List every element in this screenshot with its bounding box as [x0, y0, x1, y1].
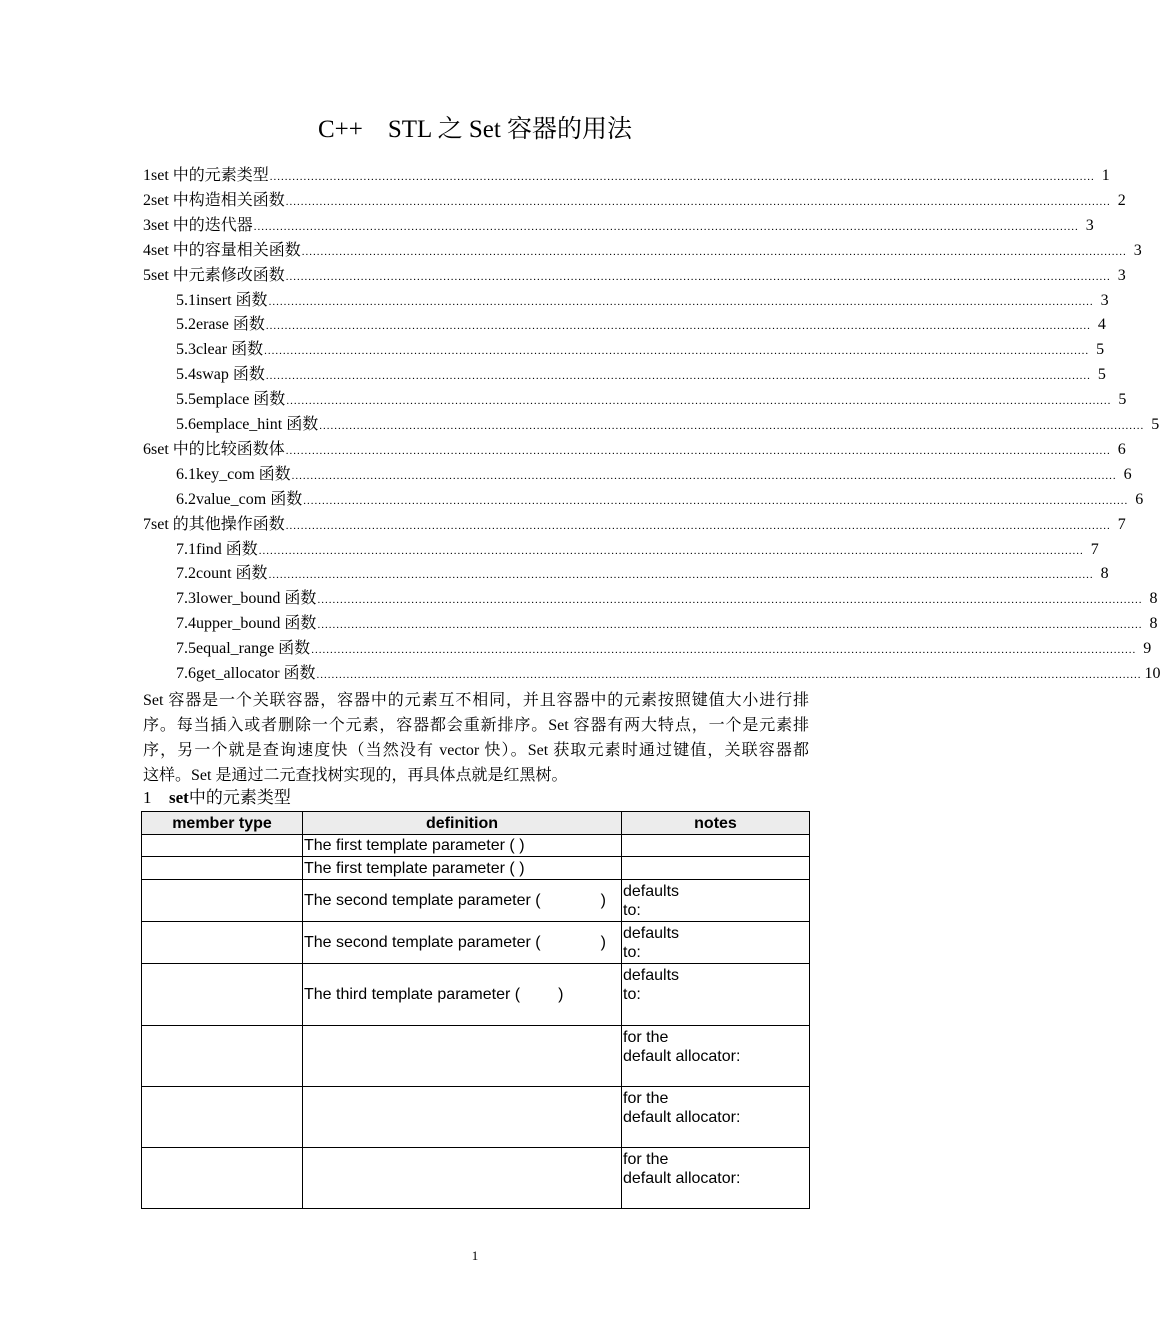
toc-number: 6.1 — [176, 465, 196, 483]
notes-cell — [622, 922, 810, 964]
toc-page-number: 4 — [1097, 316, 1106, 334]
toc-page-number: 3 — [1117, 266, 1126, 284]
toc-leader-dots: ............................................................................................................................................................................................................................ — [269, 171, 1095, 183]
intro-paragraph — [143, 688, 809, 788]
toc-leader-dots: ............................................................................................................................................................................................................................ — [285, 195, 1111, 208]
table-row — [142, 1087, 810, 1148]
table-row — [142, 1148, 810, 1209]
notes-cell — [622, 964, 810, 1026]
toc-page-number: 8 — [1149, 615, 1158, 633]
header-definition: definition — [303, 812, 622, 835]
toc-page-number: 5 — [1096, 341, 1105, 359]
toc-page-number: 5 — [1118, 391, 1127, 409]
toc-number: 5.1 — [176, 291, 196, 309]
notes-line: defaults — [623, 882, 680, 900]
toc-entry[interactable] — [143, 214, 1094, 238]
section-heading — [143, 786, 291, 810]
toc-leader-dots: ............................................................................................................................................................................................................................ — [316, 669, 1142, 681]
toc-text: set 中元素修改函数 — [151, 266, 285, 284]
toc-number: 5 — [143, 266, 151, 284]
definition-cell — [303, 1087, 622, 1148]
notes-line: default allocator: — [623, 1109, 741, 1126]
notes-cell — [622, 1026, 810, 1087]
definition-close: ) — [558, 986, 564, 1003]
toc-entry[interactable] — [143, 438, 1126, 462]
toc-leader-dots: ............................................................................................................................................................................................................................ — [285, 444, 1111, 457]
toc-page-number: 7 — [1117, 515, 1126, 533]
member-cell — [142, 922, 303, 964]
intro-line: 序。每当插入或者删除一个元素，容器都会重新排序。Set 容器有两大特点，一个是元素排 — [143, 717, 809, 734]
toc-leader-dots: ............................................................................................................................................................................................................................ — [319, 420, 1145, 432]
toc-text: set 中的元素类型 — [151, 167, 269, 184]
toc-number: 7.3 — [176, 590, 196, 608]
toc-text: set 中的容量相关函数 — [151, 241, 301, 259]
notes-cell — [622, 835, 810, 857]
toc-entry[interactable] — [176, 413, 1160, 437]
definition-text: The second template parameter ( — [304, 934, 541, 951]
toc-leader-dots: ............................................................................................................................................................................................................................ — [265, 370, 1091, 383]
toc-number: 7.4 — [176, 615, 196, 633]
member-type-table — [141, 811, 810, 1209]
toc-entry[interactable] — [176, 637, 1152, 661]
toc-number: 7.6 — [176, 665, 196, 682]
toc-leader-dots: ............................................................................................................................................................................................................................ — [291, 469, 1117, 482]
toc-number: 1 — [143, 167, 151, 184]
member-cell — [142, 964, 303, 1026]
toc-leader-dots: ............................................................................................................................................................................................................................ — [301, 245, 1127, 258]
definition-cell — [303, 1148, 622, 1209]
toc-leader-dots: ............................................................................................................................................................................................................................ — [317, 594, 1143, 607]
table-row — [142, 922, 810, 964]
notes-line: to: — [623, 943, 641, 961]
definition-close: ) — [600, 934, 606, 951]
table-row — [142, 880, 810, 922]
toc-text: key_com 函数 — [196, 465, 291, 483]
toc-leader-dots: ............................................................................................................................................................................................................................ — [268, 295, 1094, 308]
toc-number: 5.4 — [176, 366, 196, 384]
table-row — [142, 857, 810, 880]
toc-text: equal_range 函数 — [196, 640, 311, 658]
toc-entry[interactable] — [176, 488, 1144, 512]
notes-line: defaults — [623, 967, 680, 984]
toc-text: erase 函数 — [196, 316, 265, 334]
toc-text: set 中的迭代器 — [151, 216, 253, 234]
toc-page-number: 2 — [1117, 191, 1126, 209]
member-cell — [142, 1087, 303, 1148]
toc-text: swap 函数 — [196, 366, 265, 384]
toc-number: 5.3 — [176, 341, 196, 359]
notes-cell — [622, 1087, 810, 1148]
toc-entry[interactable] — [143, 164, 1110, 188]
toc-text: emplace_hint 函数 — [196, 416, 319, 433]
toc-entry[interactable] — [143, 264, 1126, 288]
toc-number: 6 — [143, 440, 151, 458]
definition-cell — [303, 1026, 622, 1087]
table-row — [142, 1026, 810, 1087]
definition-cell — [303, 964, 622, 1026]
toc-entry[interactable] — [176, 612, 1158, 636]
toc-number: 7.5 — [176, 640, 196, 658]
section-number: 1 — [143, 788, 152, 807]
definition-cell: The first template parameter ( ) — [303, 857, 622, 880]
notes-cell — [622, 1148, 810, 1209]
toc-leader-dots: ............................................................................................................................................................................................................................ — [311, 644, 1137, 657]
toc-leader-dots: ............................................................................................................................................................................................................................ — [286, 395, 1112, 408]
toc-page-number: 6 — [1135, 490, 1144, 508]
toc-leader-dots: ............................................................................................................................................................................................................................ — [317, 619, 1143, 632]
notes-cell — [622, 857, 810, 880]
definition-cell: The first template parameter ( ) — [303, 835, 622, 857]
toc-page-number: 7 — [1090, 540, 1099, 558]
toc-leader-dots: ............................................................................................................................................................................................................................ — [285, 270, 1111, 283]
toc-page-number: 5 — [1151, 416, 1160, 433]
toc-leader-dots: ............................................................................................................................................................................................................................ — [303, 494, 1129, 507]
member-cell — [142, 1148, 303, 1209]
toc-page-number: 9 — [1143, 640, 1152, 658]
notes-line: for the — [623, 1029, 669, 1046]
toc-number: 6.2 — [176, 490, 196, 508]
toc-number: 7 — [143, 515, 151, 533]
notes-line: to: — [623, 901, 641, 919]
toc-entry[interactable] — [143, 239, 1142, 263]
notes-line: for the — [623, 1151, 669, 1168]
intro-line: 这样。Set 是通过二元查找树实现的，再具体点就是红黑树。 — [143, 767, 568, 784]
table-header-row — [142, 812, 810, 835]
toc-entry[interactable] — [176, 662, 1161, 686]
member-cell — [142, 857, 303, 880]
toc-text: insert 函数 — [196, 291, 268, 309]
toc-number: 2 — [143, 191, 151, 209]
toc-text: find 函数 — [196, 540, 258, 558]
toc-page-number: 3 — [1133, 241, 1142, 259]
toc-leader-dots: ............................................................................................................................................................................................................................ — [265, 320, 1091, 333]
toc-text: get_allocator 函数 — [196, 665, 316, 682]
toc-leader-dots: ............................................................................................................................................................................................................................ — [268, 569, 1094, 582]
toc-page-number: 1 — [1101, 167, 1110, 184]
toc-text: clear 函数 — [196, 341, 264, 359]
toc-entry[interactable] — [176, 587, 1158, 611]
notes-line: to: — [623, 986, 641, 1003]
definition-close: ) — [600, 892, 606, 909]
table-row — [142, 964, 810, 1026]
intro-line: Set 容器是一个关联容器，容器中的元素互不相同，并且容器中的元素按照键值大小进行排 — [143, 692, 809, 709]
toc-entry[interactable] — [176, 388, 1127, 412]
notes-line: default allocator: — [623, 1170, 741, 1187]
definition-cell — [303, 922, 622, 964]
toc-leader-dots: ............................................................................................................................................................................................................................ — [285, 519, 1111, 532]
toc-number: 4 — [143, 241, 151, 259]
table-row — [142, 835, 810, 857]
toc-entry[interactable] — [176, 538, 1099, 562]
toc-page-number: 8 — [1149, 590, 1158, 608]
toc-number: 7.2 — [176, 565, 196, 583]
toc-number: 5.5 — [176, 391, 196, 409]
section-title: 中的元素类型 — [188, 788, 291, 807]
header-member-type: member type — [142, 812, 303, 835]
definition-text: The second template parameter ( — [304, 892, 541, 909]
toc-leader-dots: ............................................................................................................................................................................................................................ — [264, 345, 1090, 358]
toc-page-number: 8 — [1100, 565, 1109, 583]
toc-entry[interactable] — [176, 463, 1132, 487]
toc-number: 5.6 — [176, 416, 196, 433]
header-notes: notes — [622, 812, 810, 835]
notes-cell — [622, 880, 810, 922]
toc-entry[interactable] — [176, 562, 1109, 586]
toc-text: set 的其他操作函数 — [151, 515, 285, 533]
toc-number: 3 — [143, 216, 151, 234]
toc-number: 7.1 — [176, 540, 196, 558]
notes-line: default allocator: — [623, 1048, 741, 1065]
page-number: 1 — [471, 1248, 479, 1263]
notes-line: defaults — [623, 924, 680, 942]
toc-page-number: 6 — [1123, 465, 1132, 483]
toc-page-number: 3 — [1100, 291, 1109, 309]
toc-leader-dots: ............................................................................................................................................................................................................................ — [253, 220, 1079, 233]
toc-text: set 中的比较函数体 — [151, 440, 285, 458]
toc-page-number: 3 — [1085, 216, 1094, 234]
notes-line: for the — [623, 1090, 669, 1107]
toc-text: lower_bound 函数 — [196, 590, 317, 608]
intro-line: 序，另一个就是查询速度快（当然没有 vector 快）。Set 获取元素时通过键值，关联容器都 — [143, 742, 809, 759]
toc-page-number: 10 — [1144, 665, 1161, 682]
toc-text: value_com 函数 — [196, 490, 303, 508]
section-keyword: set — [169, 788, 189, 807]
definition-cell — [303, 880, 622, 922]
toc-text: count 函数 — [196, 565, 268, 583]
toc-entry[interactable] — [176, 313, 1106, 337]
toc-entry[interactable] — [143, 513, 1126, 537]
toc-leader-dots: ............................................................................................................................................................................................................................ — [258, 544, 1084, 557]
toc-entry[interactable] — [176, 338, 1105, 362]
toc-entry[interactable] — [176, 363, 1106, 387]
definition-text: The third template parameter ( — [304, 986, 521, 1003]
toc-text: upper_bound 函数 — [196, 615, 317, 633]
document-title: C++ STL 之 Set 容器的用法 — [317, 116, 633, 143]
toc-entry[interactable] — [143, 189, 1126, 213]
toc-page-number: 6 — [1117, 440, 1126, 458]
toc-text: set 中构造相关函数 — [151, 191, 285, 209]
member-cell — [142, 835, 303, 857]
member-cell — [142, 880, 303, 922]
member-cell — [142, 1026, 303, 1087]
toc-text: emplace 函数 — [196, 391, 286, 409]
toc-page-number: 5 — [1097, 366, 1106, 384]
toc-entry[interactable] — [176, 289, 1109, 313]
toc-number: 5.2 — [176, 316, 196, 334]
